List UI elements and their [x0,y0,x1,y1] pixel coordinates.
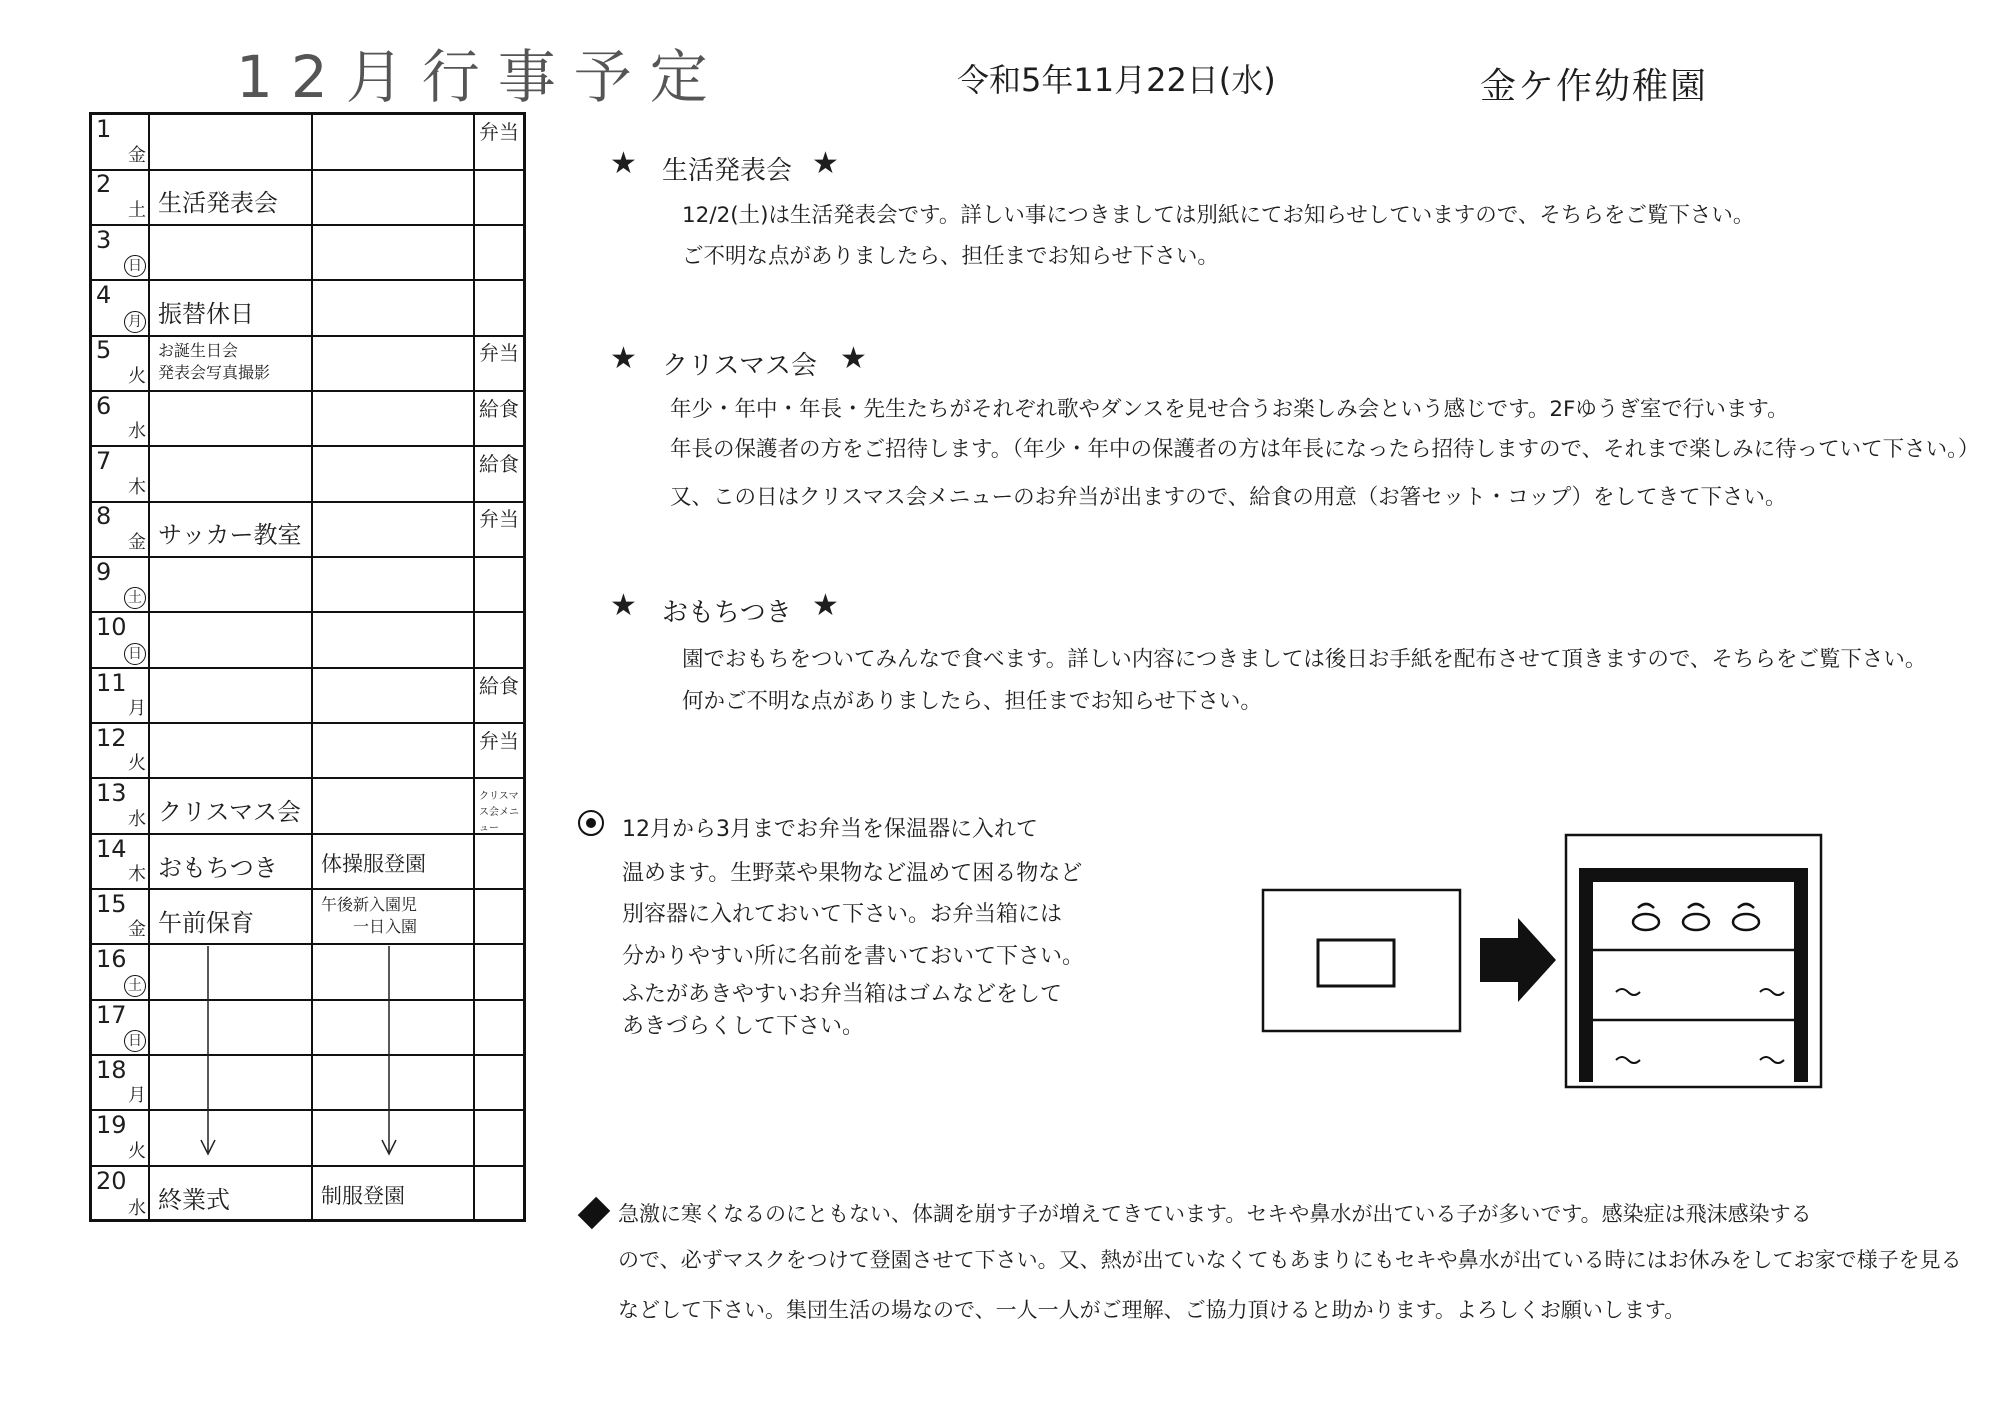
lunch-warmer-diagram [1250,820,1850,1100]
weekday: 火 [128,1140,146,1162]
section-line: ご不明な点がありましたら、担任までお知らせ下さい。 [682,244,1219,269]
weekday: 土 [128,199,146,221]
weekday: 月 [128,698,146,719]
warmer-line: 12月から3月までお弁当を保温器に入れて [622,817,1038,842]
day-number: 11 [96,668,127,697]
circled-dot-icon [578,810,604,836]
day-number: 17 [96,1000,127,1029]
lunch-type: 給食 [479,452,519,477]
weekday: 水 [128,808,146,830]
weekday: 金 [128,531,146,553]
day-number: 8 [96,502,112,531]
lunch-type: 弁当 [479,728,519,753]
day-number: 6 [96,391,112,420]
section-line: 園でおもちをついてみんなで食べます。詳しい内容につきましては後日お手紙を配布させて頂きますので、そちらをご覧下さい。 [682,647,1927,672]
weekday: 火 [128,753,146,775]
event-text: サッカー教室 [158,521,302,550]
day-number: 18 [96,1055,127,1084]
weekday: 木 [128,476,146,498]
section-title: クリスマス会 [662,351,817,381]
day-number: 4 [96,281,112,310]
lunch-type: 弁当 [479,341,519,366]
weekday: 火 [128,365,146,387]
weekday: 土 [124,587,146,609]
section-title: 生活発表会 [662,156,793,186]
day-number: 13 [96,779,127,808]
weekday: 金 [128,144,146,166]
lunch-type: 弁当 [479,507,519,532]
day-number: 3 [96,225,112,254]
day-number: 2 [96,170,112,199]
weekday: 木 [128,864,146,886]
warmer-line: 分かりやすい所に名前を書いておいて下さい。 [622,944,1085,969]
issue-date: 令和5年11月22日(水) [957,61,1276,99]
event-text: 生活発表会 [158,189,278,218]
star-icon: ★ [610,341,637,376]
day-number: 15 [96,889,127,918]
event-text: お誕生日会 発表会写真撮影 [158,341,271,383]
school-name: 金ケ作幼稚園 [1480,66,1709,107]
day-number: 14 [96,834,127,863]
lunch-type: 給食 [479,396,519,421]
weekday: 月 [124,311,146,333]
section-line: 又、この日はクリスマス会メニューのお弁当が出ますので、給食の用意（お箸セット・コップ）をしてきて下さい。 [670,485,1787,510]
warmer-line: 別容器に入れておいて下さい。お弁当箱には [622,902,1063,927]
star-icon: ★ [840,341,867,376]
day-number: 19 [96,1111,127,1140]
event-text-2: 午後新入園児 一日入園 [321,894,418,936]
event-text: 午前保育 [158,908,254,937]
day-number: 1 [96,115,112,143]
event-text: 振替休日 [158,300,254,329]
lunch-type: クリスマス会メニュー [479,791,519,835]
day-number: 9 [96,557,112,586]
lunchbox-lid-icon [1318,940,1394,986]
section-line: 年少・年中・年長・先生たちがそれぞれ歌やダンスを見せ合うお楽しみ会という感じです。2Fゆうぎ室で行います。 [670,397,1789,422]
star-icon: ★ [610,588,637,623]
day-number: 5 [96,336,112,365]
weekday: 水 [128,421,146,443]
day-number: 7 [96,447,112,476]
weekday: 金 [128,919,146,941]
weekday: 日 [124,1030,146,1052]
day-number: 12 [96,723,127,752]
event-text: おもちつき [158,853,278,882]
notice-line: ので、必ずマスクをつけて登園させて下さい。又、熱が出ていなくてもあまりにもセキや鼻水が出ている時にはお休みをしてお家で様子を見る [618,1248,1962,1272]
notice-line: などして下さい。集団生活の場なので、一人一人がご理解、ご協力頂けると助かります。よろしくお願いします。 [618,1298,1686,1322]
warmer-line: 温めます。生野菜や果物など温めて困る物など [622,861,1083,886]
section-line: 12/2(土)は生活発表会です。詳しい事につきましては別紙にてお知らせしていますので、そちらをご覧下さい。 [682,203,1755,228]
notice-line: 急激に寒くなるのにともない、体調を崩す子が増えてきています。セキや鼻水が出ている子が多いです。感染症は飛沫感染する [618,1202,1812,1226]
event-text: クリスマス会 [158,798,302,827]
section-title: おもちつき [662,598,792,628]
day-number: 10 [96,613,127,642]
weekday: 土 [124,975,146,997]
section-line: 何かご不明な点がありましたら、担任までお知らせ下さい。 [682,689,1262,714]
section-line: 年長の保護者の方をご招待します。（年少・年中の保護者の方は年長になったら招待しますので、それまで楽しみに待っていて下さい。） [670,437,1980,462]
event-text-2: 制服登園 [321,1183,405,1208]
page-title: 12月行事予定 [236,43,726,111]
weekday: 日 [124,643,146,665]
star-icon: ★ [812,146,839,181]
lunchbox-icon [1263,890,1460,1031]
steam-icon [1633,904,1759,930]
star-icon: ★ [812,588,839,623]
lunch-type: 給食 [479,673,519,698]
day-number: 20 [96,1166,127,1195]
weekday: 水 [128,1198,146,1220]
event-text: 終業式 [158,1185,230,1214]
weekday: 日 [124,255,146,277]
warmer-line: あきづらくして下さい。 [622,1014,865,1039]
star-icon: ★ [610,146,637,181]
day-number: 16 [96,945,127,974]
lunch-type: 弁当 [479,120,519,144]
warmer-line: ふたがあきやすいお弁当箱はゴムなどをして [622,982,1063,1007]
weekday: 月 [128,1085,146,1107]
arrow-right-icon [1480,918,1556,1002]
event-text-2: 体操服登園 [321,851,426,876]
